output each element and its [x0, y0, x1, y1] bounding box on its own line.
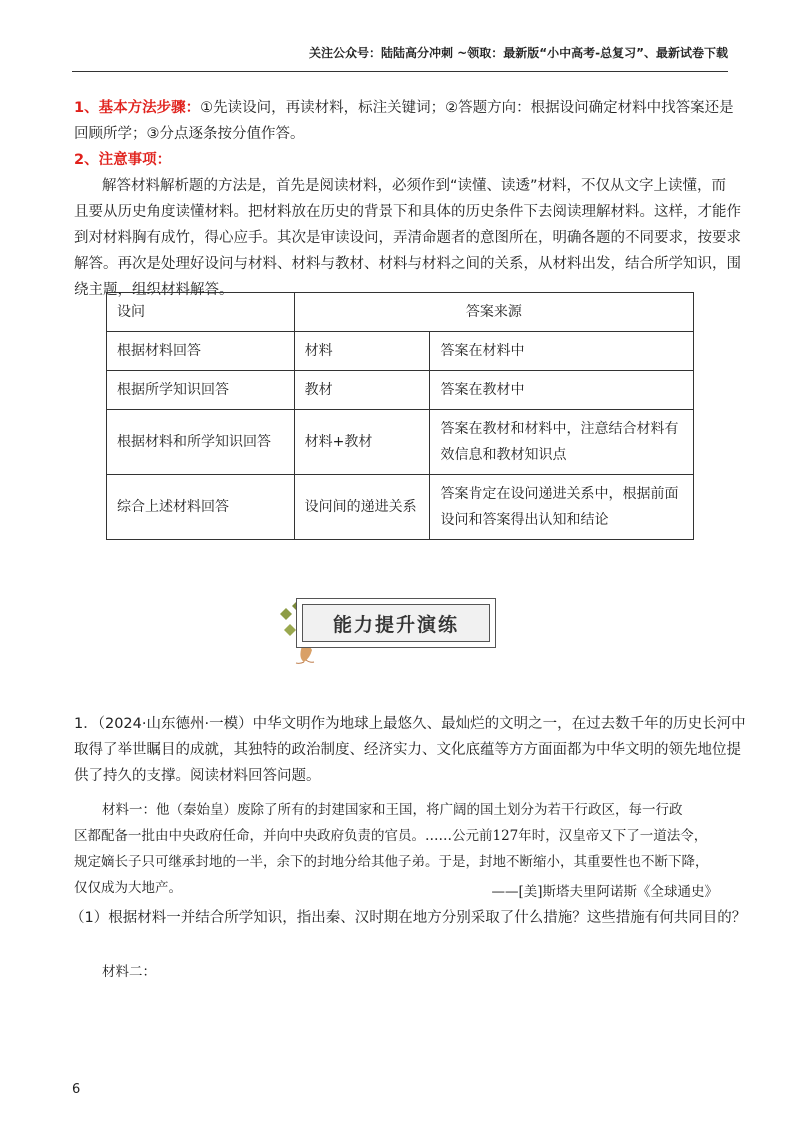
material-1-source: ——[美]斯塔夫里阿诺斯《全球通史》 [491, 884, 718, 900]
table-header-cell: 设问 [107, 293, 295, 332]
table-row [107, 371, 694, 410]
table-cell-line: 效信息和教材知识点 [440, 447, 567, 463]
table-header-cell: 答案来源 [294, 293, 693, 332]
method-text-1: ①先读设问，再读材料，标注关键词；②答题方向：根据设问确定材料中找答案还是 [200, 100, 734, 116]
material-1-line: 材料一：他（秦始皇）废除了所有的封建国家和王国，将广阔的国土划分为若干行政区，每一行政 [102, 802, 683, 818]
sub-question-1: （1）根据材料一并结合所学知识，指出秦、汉时期在地方分别采取了什么措施？这些措施有何共同目的？ [70, 910, 747, 926]
table-cell: 答案在教材中 [430, 371, 694, 410]
table-cell [430, 475, 694, 540]
table-cell: 根据材料回答 [107, 332, 295, 371]
table-cell: 综合上述材料回答 [107, 475, 295, 540]
table-cell-line: 设问和答案得出认知和结论 [440, 512, 609, 528]
material-1-line: 规定嫡长子只可继承封地的一半，余下的封地分给其他子弟。于是，封地不断缩小，其重要性也不断下降， [74, 854, 709, 870]
method-line-2: 回顾所学；③分点逐条按分值作答。 [74, 126, 305, 142]
method-line-1 [74, 96, 734, 117]
table-cell-line: 答案在教材和材料中，注意结合材料有 [440, 421, 679, 437]
question-line: 供了持久的支撑。阅读材料回答问题。 [74, 768, 321, 784]
table-row [107, 332, 694, 371]
notes-line: 到对材料胸有成竹，得心应手。其次是审读设问，弄清命题者的意图所在，明确各题的不同要求，按要求 [74, 230, 741, 246]
table-row [107, 475, 694, 540]
table-cell: 答案在材料中 [430, 332, 694, 371]
table-cell: 设问间的递进关系 [294, 475, 430, 540]
banner-title: 能力提升演练 [302, 604, 490, 642]
material-1-line: 仅仅成为大地产。 [74, 880, 182, 896]
answer-source-table [106, 292, 694, 540]
question-line: 取得了举世瞩目的成就，其独特的政治制度、经济实力、文化底蕴等方方面面都为中华文明的领先地位提 [74, 742, 741, 758]
notes-line: 解答材料解析题的方法是，首先是阅读材料，必须作到“读懂、读透”材料，不仅从文字上读懂，而 [102, 178, 727, 194]
header-divider [72, 71, 728, 72]
table-cell-line: 答案肯定在设问递进关系中，根据前面 [440, 486, 679, 502]
question-line: 1．（2024·山东德州·一模）中华文明作为地球上最悠久、最灿烂的文明之一，在过去数千年的历史长河中 [74, 716, 746, 732]
banner-frame [296, 598, 496, 648]
table-cell: 根据材料和所学知识回答 [107, 410, 295, 475]
table-row [107, 410, 694, 475]
table-cell: 材料+教材 [294, 410, 430, 475]
table-header-row [107, 293, 694, 332]
table-cell: 材料 [294, 332, 430, 371]
table-cell [430, 410, 694, 475]
section-banner [276, 592, 500, 664]
table-cell: 教材 [294, 371, 430, 410]
notes-title: 2、注意事项： [74, 152, 172, 168]
page-number: 6 [72, 1082, 81, 1097]
notes-line: 解答。再次是处理好设问与材料、材料与教材、材料与材料之间的关系，从材料出发，结合所学知识，围 [74, 256, 741, 272]
notes-line: 且要从历史角度读懂材料。把材料放在历史的背景下和具体的历史条件下去阅读理解材料。这样，才能作 [74, 204, 741, 220]
method-title: 1、基本方法步骤： [74, 100, 201, 116]
table-cell: 根据所学知识回答 [107, 371, 295, 410]
notes-line: 绕主题，组织材料解答。 [74, 282, 234, 298]
material-2-label: 材料二： [102, 964, 156, 980]
material-1-line: 区都配备一批由中央政府任命，并向中央政府负责的官员。……公元前127年时，汉皇帝又下了一道法令， [74, 828, 708, 844]
page-header: 关注公众号：陆陆高分冲刺 ~领取：最新版“小中高考-总复习”、最新试卷下载 [309, 46, 728, 60]
